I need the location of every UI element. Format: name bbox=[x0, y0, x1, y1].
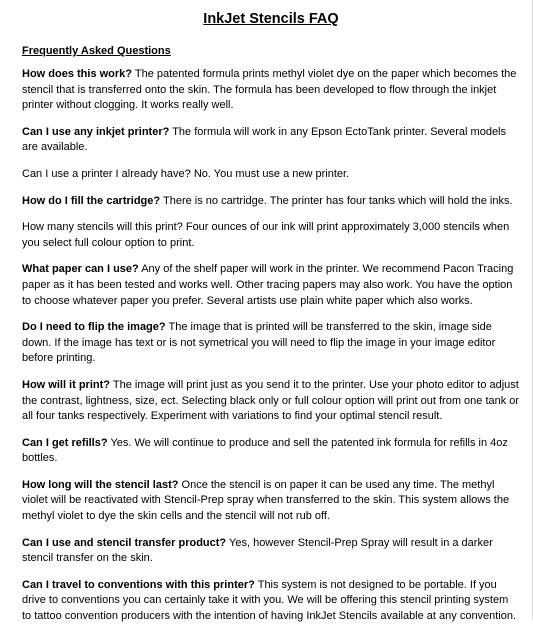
faq-answer: The image will print just as you send it to the printer. Use your photo editor to adjust the contrast, lightness, size, ect. Selecting black only or full colour option will print out from one tank or all four tanks respectively. Experiment with variations to find your optimal stencil result. bbox=[22, 378, 520, 423]
faq-question: How does this work? bbox=[22, 68, 133, 80]
faq-answer: Once the stencil is on paper it can be used any time. The methyl violet will be reactivated with Stencil-Prep spray when transferred to the skin. This system allows the methyl violet to dye the skin cells and the stencil will not rub off. bbox=[22, 478, 510, 523]
faq-question: Can I get refills? bbox=[22, 436, 108, 449]
faq-answer: Any of the shelf paper will work in the printer. We recommend Pacon Tracing paper as it has been tested and works well. Other tracing papers may also work. You have the option to choose whatever paper you prefer. Several artists use plain white paper which also works. bbox=[22, 263, 514, 307]
faq-question: What paper can I use? bbox=[22, 263, 139, 276]
faq-answer: Yes, however Stencil-Prep Spray will result in a darker stencil transfer on the skin. bbox=[22, 536, 493, 565]
faq-item bbox=[22, 125, 520, 156]
faq-answer: Four ounces of our ink will print approximately 3,000 stencils when you select full colour option to print. bbox=[22, 221, 510, 249]
page-title: InkJet Stencils FAQ bbox=[203, 11, 339, 27]
faq-answer: The formula will work in any Epson EctoTank printer. Several models are available. bbox=[22, 125, 507, 154]
faq-answer: The patented formula prints methyl violet dye on the paper which becomes the stencil that is transferred onto the skin. The formula has been developed to flow through the inkjet printer without clogging. It works really well. bbox=[22, 68, 517, 112]
faq-item bbox=[22, 262, 520, 309]
faq-answer: This system is not designed to be portable. If you drive to conventions you can certainly take it with you. We will be offering this stencil printing system to tattoo convention producers with the intention of having InkJet Stencils available at any convention. bbox=[22, 578, 517, 623]
faq-item bbox=[22, 578, 520, 625]
faq-question: How will it print? bbox=[22, 378, 110, 391]
faq-question: Can I travel to conventions with this printer? bbox=[22, 578, 255, 591]
faq-answer: No. You must use a new printer. bbox=[193, 167, 350, 180]
faq-item bbox=[22, 194, 520, 210]
faq-question: Do I need to flip the image? bbox=[22, 321, 166, 334]
faq-item bbox=[22, 436, 520, 467]
faq-question: Can I use and stencil transfer product? bbox=[22, 536, 227, 549]
faq-question: Can I use a printer I already have? bbox=[22, 167, 191, 180]
faq-list bbox=[22, 67, 520, 625]
faq-item bbox=[22, 67, 520, 114]
faq-item bbox=[22, 320, 520, 367]
faq-item bbox=[22, 167, 520, 183]
faq-item bbox=[22, 378, 520, 425]
faq-answer: Yes. We will continue to produce and sell the patented ink formula for refills in 4oz bottles. bbox=[22, 436, 508, 465]
faq-question: How long will the stencil last? bbox=[22, 478, 179, 491]
faq-answer: There is no cartridge. The printer has four tanks which will hold the inks. bbox=[162, 194, 513, 207]
faq-question: How many stencils will this print? bbox=[22, 221, 183, 234]
section-heading: Frequently Asked Questions bbox=[22, 45, 171, 57]
faq-item bbox=[22, 478, 520, 525]
faq-question: Can I use any inkjet printer? bbox=[22, 125, 170, 138]
faq-item bbox=[22, 536, 520, 567]
faq-item bbox=[22, 220, 520, 251]
faq-answer: The image that is printed will be transferred to the skin, image side down. If the image has text or is not symetrical you will need to flip the image in your image editor before printing. bbox=[22, 321, 496, 365]
faq-question: How do I fill the cartridge? bbox=[22, 194, 161, 207]
